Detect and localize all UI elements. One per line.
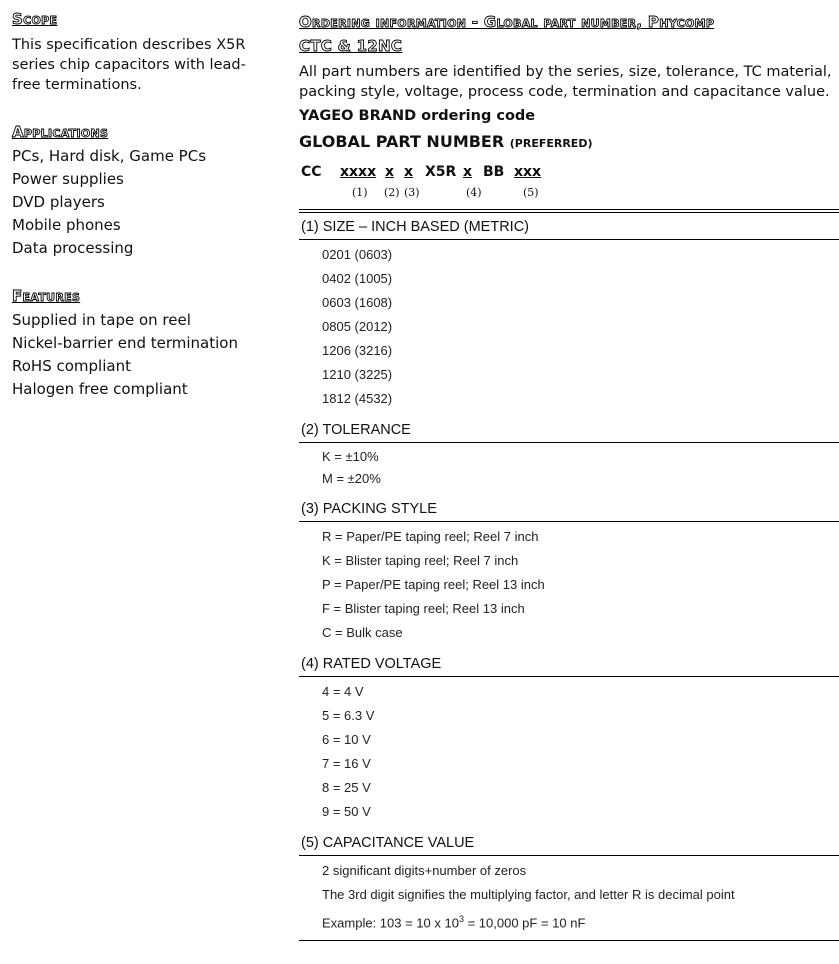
code-index-3: (3) (404, 186, 420, 199)
example-pre: Example: 103 = 10 x 10 (322, 915, 459, 931)
list-item: Nickel-barrier end termination (12, 334, 238, 352)
code-index-5: (5) (523, 186, 539, 199)
features-list (12, 309, 272, 401)
list-item: Power supplies (12, 170, 124, 188)
capacitance-section-title: (5) CAPACITANCE VALUE (299, 829, 839, 856)
list-item: DVD players (12, 193, 105, 211)
list-item: R = Paper/PE taping reel; Reel 7 inch (322, 529, 539, 544)
left-column (12, 10, 272, 401)
list-item: K = ±10% (322, 449, 379, 464)
example-exponent: 3 (458, 914, 464, 924)
scope-text: This specification describes X5R series chip capacitors with lead-free terminations. (12, 37, 246, 93)
list-item: RoHS compliant (12, 357, 131, 375)
list-item: 1210 (3225) (322, 367, 393, 382)
list-item: 1206 (3216) (322, 343, 393, 358)
list-item: K = Blister taping reel; Reel 7 inch (322, 553, 519, 568)
gpn-title (299, 130, 839, 156)
applications-heading: Applications (12, 123, 109, 141)
list-item: 0201 (0603) (322, 247, 393, 262)
voltage-list (299, 677, 839, 829)
list-item: 4 = 4 V (322, 684, 364, 699)
applications-list (12, 145, 272, 260)
code-tc: X5R (425, 164, 457, 180)
list-item: Halogen free compliant (12, 380, 188, 398)
list-item: 9 = 50 V (322, 804, 371, 819)
list-item: 0402 (1005) (322, 271, 393, 286)
list-item: The 3rd digit signifies the multiplying factor, and letter R is decimal point (322, 887, 735, 902)
list-item: 8 = 25 V (322, 780, 371, 795)
list-item: P = Paper/PE taping reel; Reel 13 inch (322, 577, 545, 592)
code-bb: BB (483, 164, 505, 180)
code-size: xxxx (340, 164, 377, 180)
list-item: M = ±20% (322, 471, 381, 486)
list-item: 6 = 10 V (322, 732, 371, 747)
code-index-2: (2) (384, 186, 400, 199)
gpn-preferred: (PREFERRED) (509, 137, 593, 150)
right-column (299, 10, 839, 941)
capacitance-list (299, 856, 839, 940)
list-item: 7 = 16 V (322, 756, 371, 771)
size-section-title: (1) SIZE – INCH BASED (METRIC) (299, 213, 839, 240)
gpn-title-text: GLOBAL PART NUMBER (299, 132, 505, 151)
list-item: F = Blister taping reel; Reel 13 inch (322, 601, 525, 616)
code-series: CC (301, 164, 322, 180)
part-number-code (299, 164, 839, 204)
list-item: 5 = 6.3 V (322, 708, 375, 723)
code-index-1: (1) (352, 186, 368, 199)
tolerance-section-title: (2) TOLERANCE (299, 416, 839, 443)
packing-list (299, 522, 839, 650)
code-capacitance: xxx (514, 164, 542, 180)
list-item: 0805 (2012) (322, 319, 393, 334)
list-item: Supplied in tape on reel (12, 311, 191, 329)
code-tolerance: x (385, 164, 395, 180)
list-item: 1812 (4532) (322, 391, 393, 406)
list-item: Mobile phones (12, 216, 121, 234)
voltage-section-title: (4) RATED VOLTAGE (299, 650, 839, 677)
size-list (299, 240, 839, 416)
brand-code-title: YAGEO BRAND ordering code (299, 108, 536, 124)
list-item: 0603 (1608) (322, 295, 393, 310)
features-heading: Features (12, 287, 81, 305)
capacitance-example (322, 907, 839, 935)
packing-section-title: (3) PACKING STYLE (299, 495, 839, 522)
code-index-4: (4) (466, 186, 482, 199)
scope-heading: Scope (12, 10, 58, 28)
list-item: PCs, Hard disk, Game PCs (12, 147, 207, 165)
list-item: Data processing (12, 239, 134, 257)
tolerance-list (299, 443, 839, 495)
intro-text: All part numbers are identified by the series, size, tolerance, TC material, packing style, voltage, process code, termination and capacitance value. (299, 64, 832, 100)
example-post: = 10,000 pF = 10 nF (463, 915, 586, 931)
bottom-divider (299, 940, 839, 941)
code-voltage: x (463, 164, 473, 180)
list-item: 2 significant digits+number of zeros (322, 863, 527, 878)
ordering-heading: Ordering information - Global part number, Phycomp (299, 13, 715, 31)
ordering-heading-2: CTC & 12NC (299, 37, 403, 55)
code-packing: x (404, 164, 414, 180)
list-item: C = Bulk case (322, 625, 403, 640)
